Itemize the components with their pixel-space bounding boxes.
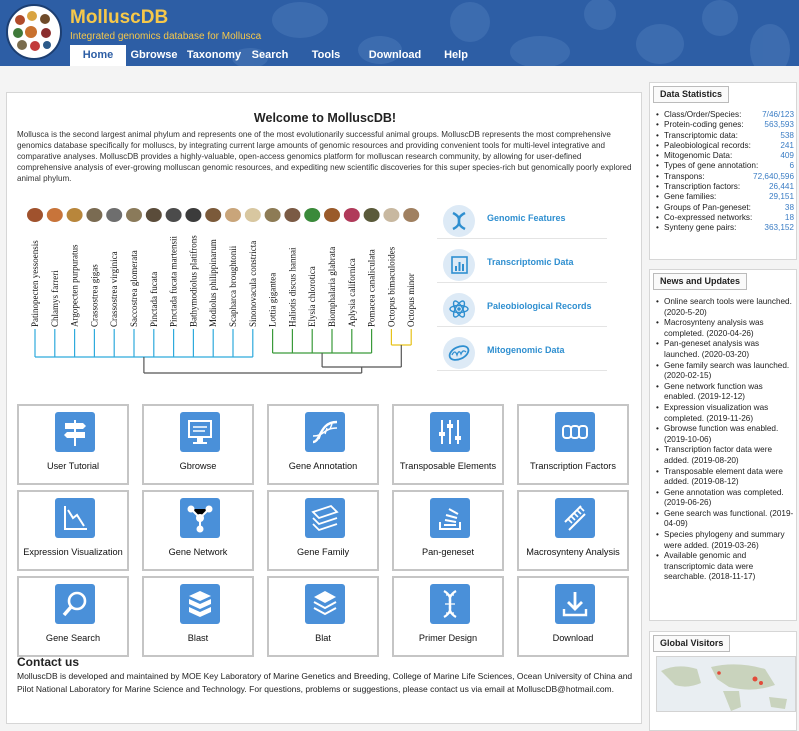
mollusc-logo-icon — [8, 6, 60, 58]
news-item: • Gbrowse function was enabled. (2019-10-06) — [656, 424, 796, 445]
welcome-title: Welcome to MolluscDB! — [253, 111, 397, 125]
stat-item — [656, 131, 796, 141]
species-shell-image — [324, 208, 340, 222]
stat-label: Paleobiological records: — [664, 140, 751, 150]
stat-item — [656, 182, 796, 192]
species-label[interactable]: Chlamys farreri — [49, 270, 60, 327]
feature-label: Mitogenomic Data — [487, 345, 565, 355]
sliders-icon — [430, 412, 470, 452]
signpost-icon — [55, 412, 95, 452]
blocks-icon — [180, 584, 220, 624]
species-shell-image — [205, 208, 221, 222]
download-icon — [555, 584, 595, 624]
atom-icon — [443, 293, 475, 325]
stat-label: Synteny gene pairs: — [664, 223, 737, 233]
site-header — [0, 0, 799, 66]
tool-label: Primer Design — [418, 633, 478, 643]
stat-item — [656, 213, 796, 223]
tool-label: Macrosynteny Analysis — [526, 547, 620, 557]
stat-item — [656, 141, 796, 151]
species-label[interactable]: Modiolus philippinarum — [208, 239, 219, 327]
stat-item — [656, 192, 796, 202]
global-visitors-panel — [649, 631, 797, 731]
tool-label: Gene Annotation — [288, 461, 358, 471]
tool-label: Blast — [187, 633, 209, 643]
species-shell-image — [225, 208, 241, 222]
news-item: • Pan-geneset analysis was launched. (2020-03-20) — [656, 339, 796, 360]
species-label[interactable]: Argopecten purpuratus — [69, 244, 80, 327]
species-label[interactable]: Pinctada fucata — [148, 271, 159, 327]
stat-label: Types of gene annotation: — [664, 161, 759, 171]
tool-label: Transcription Factors — [530, 461, 616, 471]
stat-item — [656, 161, 796, 171]
stat-value[interactable]: 29,151 — [768, 192, 794, 202]
stat-item — [656, 120, 796, 130]
feature-transcriptomic[interactable] — [437, 243, 607, 283]
feature-label: Transcriptomic Data — [487, 257, 574, 267]
species-shell-image — [166, 208, 182, 222]
feature-genomic[interactable] — [437, 199, 607, 239]
species-shell-image — [284, 208, 300, 222]
species-label[interactable]: Octopus minor — [406, 273, 417, 327]
species-shell-image — [403, 208, 419, 222]
nav-taxonomy[interactable]: Taxonomy — [186, 49, 242, 61]
tool-gene-family[interactable] — [267, 490, 379, 571]
nav-gbrowse[interactable]: Gbrowse — [130, 49, 178, 61]
feature-label: Paleobiological Records — [487, 301, 592, 311]
stat-value[interactable]: 409 — [780, 151, 794, 161]
ladder-icon — [555, 498, 595, 538]
stat-label: Transpons: — [664, 171, 705, 181]
news-item: • Gene network function was enabled. (2019-12-12) — [656, 382, 796, 403]
mitochondrion-icon — [443, 337, 475, 369]
data-statistics-panel — [649, 82, 797, 260]
species-label[interactable]: Haliotis discus hannai — [287, 247, 298, 327]
tool-gbrowse[interactable] — [142, 404, 254, 485]
news-item: • Available genomic and transcriptomic data were searchable. (2018-11-17) — [656, 551, 796, 583]
tool-label: Pan-geneset — [421, 547, 475, 557]
clade-bracket — [35, 339, 253, 357]
stat-label: Groups of Pan-geneset: — [664, 202, 751, 212]
panel-title: Data Statistics — [653, 86, 729, 103]
species-label[interactable]: Crassostrea gigas — [89, 264, 100, 327]
species-shell-image — [185, 208, 201, 222]
tool-label: Gene Search — [45, 633, 101, 643]
dna-icon — [305, 412, 345, 452]
stat-value[interactable]: 72,640,596 — [753, 171, 794, 181]
news-item: • Online search tools were launched. (2020-5-20) — [656, 297, 796, 318]
stat-item — [656, 203, 796, 213]
species-label[interactable]: Scapharca broughtonii — [228, 245, 238, 327]
stat-label: Class/Order/Species: — [664, 110, 742, 119]
stat-label: Transcriptomic data: — [664, 130, 738, 140]
species-label[interactable]: Biomphalaria glabrata — [327, 246, 337, 327]
species-shell-image — [245, 208, 261, 222]
species-shell-image — [344, 208, 360, 222]
feature-mitogenomic[interactable] — [437, 331, 607, 371]
tool-label: Expression Visualization — [23, 547, 123, 557]
site-subtitle: Integrated genomics database for Mollusca — [70, 31, 262, 42]
tool-label: Transposable Elements — [399, 461, 497, 471]
statistics-list — [656, 110, 796, 234]
species-label[interactable]: Aplysia californica — [346, 258, 357, 327]
nav-tools[interactable]: Tools — [311, 49, 341, 61]
tool-gene-annotation[interactable] — [267, 404, 379, 485]
species-shell-image — [27, 208, 43, 222]
feature-label: Genomic Features — [487, 213, 566, 223]
news-list — [656, 297, 796, 583]
species-phylogeny-tree — [21, 205, 436, 385]
stat-value[interactable]: 18 — [784, 212, 794, 222]
tool-macrosynteny-analysis[interactable] — [517, 490, 629, 571]
tool-gene-network[interactable] — [142, 490, 254, 571]
tool-label: Gene Network — [168, 547, 228, 557]
stat-label: Gene families: — [664, 192, 717, 202]
tool-label: Gbrowse — [179, 461, 217, 471]
stat-value[interactable]: 563,593 — [764, 120, 794, 130]
nav-download[interactable]: Download — [368, 49, 422, 61]
welcome-intro: Mollusca is the second largest animal phylum and represents one of the most evolutionarily successful animal groups. MolluscDB represents the most comprehensive genomics database specifically for molluscs, by integrating current large amounts of genomic resources and providing convenient tools for multi-level integrative and comparative analyses. MolluscDB provides a highly-valuable, open-access genomics platform for molluscan research community, by allowing for user-defined comprehensive analysis of ever-growing molluscan genomic resources, and expediting new scientific discoveries for this super species-rich but genomically poorly explored animal phylum. — [17, 130, 632, 183]
stat-value[interactable]: 7/46/123 — [762, 110, 794, 119]
contact-heading: Contact us — [17, 655, 80, 669]
stat-item — [656, 172, 796, 182]
species-label[interactable]: Lottia gigantea — [267, 272, 278, 327]
feature-paleobiological[interactable] — [437, 287, 607, 327]
stat-value[interactable]: 363,152 — [764, 223, 794, 233]
stack-layers-icon — [305, 584, 345, 624]
stat-item — [656, 223, 796, 233]
news-item: • Transposable element data were added. (2019-08-12) — [656, 467, 796, 488]
news-item: • Transcription factor data were added. (2019-08-20) — [656, 445, 796, 466]
species-label[interactable]: Elysia chlorotica — [307, 266, 318, 327]
site-title: MolluscDB — [70, 7, 169, 28]
visitor-world-map[interactable] — [656, 656, 796, 712]
tool-gene-search[interactable] — [17, 576, 129, 657]
news-panel — [649, 269, 797, 621]
species-shell-image — [106, 208, 122, 222]
species-label[interactable]: Octopus bimaculoides — [386, 246, 397, 327]
news-item: • Gene family search was launched. (2020-02-15) — [656, 361, 796, 382]
stat-value[interactable]: 538 — [780, 130, 794, 140]
tool-label: Download — [552, 633, 594, 643]
news-item: • Species phylogeny and summary were added. (2019-03-26) — [656, 530, 796, 551]
nav-help[interactable]: Help — [444, 49, 468, 61]
magnifier-icon — [55, 584, 95, 624]
dna-helix-icon — [443, 205, 475, 237]
stat-item — [656, 151, 796, 161]
clade-bracket — [391, 339, 411, 345]
species-label[interactable]: Sinonovacula constricta — [247, 240, 258, 327]
tool-blast[interactable] — [142, 576, 254, 657]
tool-label: Blat — [315, 633, 331, 643]
species-label[interactable]: Patinopecten yessoensis — [30, 240, 40, 327]
species-shell-image — [383, 208, 399, 222]
site-logo[interactable] — [6, 4, 62, 60]
bar-chart-icon — [443, 249, 475, 281]
stack-icon — [430, 498, 470, 538]
tool-transcription-factors[interactable] — [517, 404, 629, 485]
clade-bracket — [273, 339, 372, 353]
stat-label: Mitogenomic Data: — [664, 151, 733, 161]
stat-value[interactable]: 38 — [784, 202, 794, 212]
main-panel — [6, 92, 642, 724]
species-shell-image — [47, 208, 63, 222]
tool-user-tutorial[interactable] — [17, 404, 129, 485]
nav-home[interactable]: Home — [70, 45, 126, 66]
species-shell-image — [86, 208, 102, 222]
stat-value[interactable]: 241 — [780, 140, 794, 150]
main-nav — [70, 45, 480, 66]
panel-title: News and Updates — [653, 273, 747, 290]
species-shell-image — [364, 208, 380, 222]
stat-item — [656, 110, 796, 120]
panel-title: Global Visitors — [653, 635, 730, 652]
species-label[interactable]: Pinctada fucata martensii — [168, 236, 179, 327]
stat-label: Transcription factors: — [664, 182, 741, 192]
news-item: • Expression visualization was completed. (2019-11-26) — [656, 403, 796, 424]
nav-search[interactable]: Search — [251, 49, 289, 61]
contact-text: MolluscDB is developed and maintained by MOE Key Laboratory of Marine Genetics and Breeding, College of Marine Life Sciences, Ocean University of China and Pilot National Laboratory for Marine Science and Technology. For questions, problems or suggestions, please contact us via email at MolluscDB@hotmail.com. — [17, 671, 633, 694]
stat-label: Co-expressed networks: — [664, 212, 753, 222]
tool-expression-visualization[interactable] — [17, 490, 129, 571]
layers-icon — [305, 498, 345, 538]
species-shell-image — [304, 208, 320, 222]
line-chart-icon — [55, 498, 95, 538]
news-item: • Gene annotation was completed. (2019-06-26) — [656, 488, 796, 509]
chain-icon — [555, 412, 595, 452]
stat-value[interactable]: 6 — [789, 161, 794, 171]
tool-label: Gene Family — [296, 547, 350, 557]
tool-primer-design[interactable] — [392, 576, 504, 657]
species-shell-image — [126, 208, 142, 222]
species-shell-image — [67, 208, 83, 222]
tool-transposable-elements[interactable] — [392, 404, 504, 485]
tool-blat[interactable] — [267, 576, 379, 657]
tool-download[interactable] — [517, 576, 629, 657]
species-label[interactable]: Bathymodiolus platifrons — [188, 235, 199, 327]
tool-label: User Tutorial — [46, 461, 100, 471]
browser-icon — [180, 412, 220, 452]
species-label[interactable]: Pomacea canaliculata — [366, 249, 377, 327]
stat-value[interactable]: 26,441 — [768, 182, 794, 192]
species-label[interactable]: Crassostrea virginica — [109, 251, 120, 327]
stat-label: Protein-coding genes: — [664, 120, 744, 130]
species-label[interactable]: Saccostrea glomerata — [129, 250, 139, 327]
news-item: • Gene search was functional. (2019-04-09) — [656, 509, 796, 530]
news-item: • Macrosynteny analysis was completed. (2020-04-26) — [656, 318, 796, 339]
double-helix-icon — [430, 584, 470, 624]
species-shell-image — [265, 208, 281, 222]
network-icon — [180, 498, 220, 538]
species-shell-image — [146, 208, 162, 222]
tool-pan-geneset[interactable] — [392, 490, 504, 571]
